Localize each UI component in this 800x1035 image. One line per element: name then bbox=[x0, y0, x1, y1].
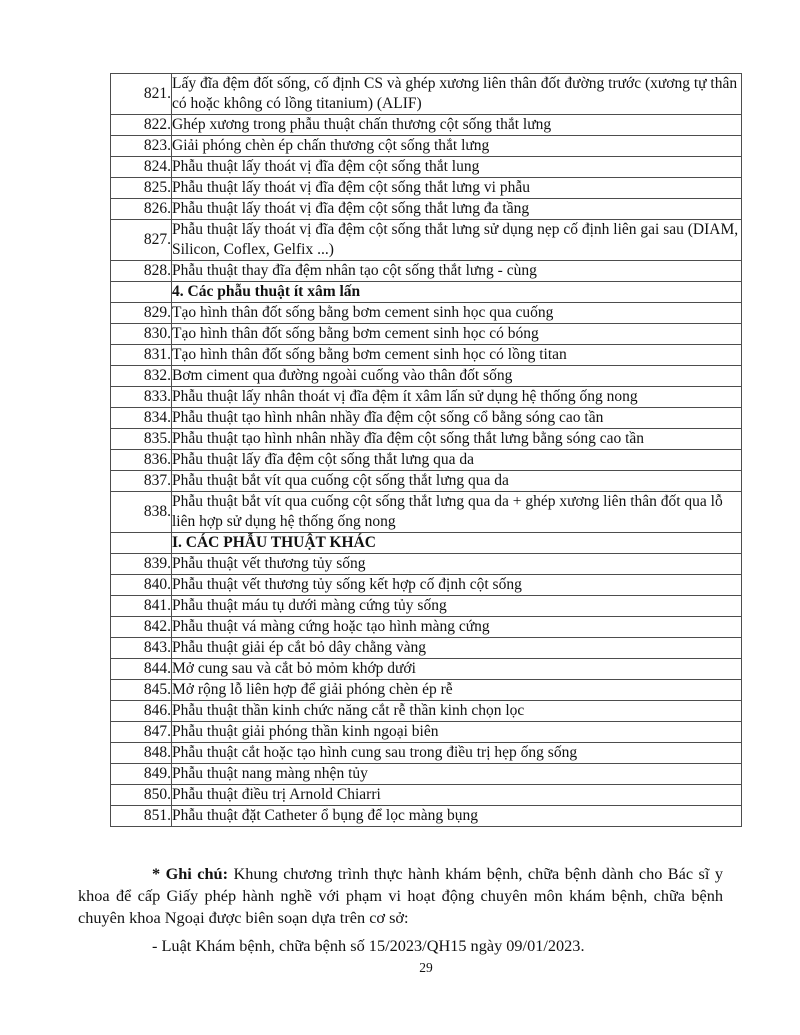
table-row bbox=[111, 303, 742, 324]
row-number-cell: 824. bbox=[111, 157, 172, 178]
table-row bbox=[111, 408, 742, 429]
row-number-cell: 840. bbox=[111, 575, 172, 596]
table-row bbox=[111, 575, 742, 596]
table-row bbox=[111, 554, 742, 575]
procedure-name-cell: Phẫu thuật máu tụ dưới màng cứng tủy sống bbox=[172, 596, 742, 617]
row-number-cell bbox=[111, 282, 172, 303]
procedure-name-cell: Phẫu thuật vá màng cứng hoặc tạo hình màng cứng bbox=[172, 617, 742, 638]
row-number-cell bbox=[111, 533, 172, 554]
procedure-name-cell: Phẫu thuật lấy thoát vị đĩa đệm cột sống thắt lưng vi phẫu bbox=[172, 178, 742, 199]
page-number: 29 bbox=[419, 960, 433, 975]
note-label: * Ghi chú: bbox=[152, 864, 229, 883]
procedure-name-cell: Phẫu thuật thần kinh chức năng cắt rễ thần kinh chọn lọc bbox=[172, 701, 742, 722]
document-page bbox=[78, 0, 739, 977]
procedure-name-cell: Ghép xương trong phẫu thuật chấn thương cột sống thắt lưng bbox=[172, 115, 742, 136]
procedure-name-cell: Phẫu thuật lấy đĩa đệm cột sống thắt lưng qua da bbox=[172, 450, 742, 471]
note-paragraph bbox=[78, 863, 723, 929]
table-row bbox=[111, 199, 742, 220]
procedure-name-cell: Phẫu thuật bắt vít qua cuống cột sống thắt lưng qua da bbox=[172, 471, 742, 492]
table-row bbox=[111, 450, 742, 471]
row-number-cell: 850. bbox=[111, 785, 172, 806]
table-row bbox=[111, 617, 742, 638]
row-number-cell: 836. bbox=[111, 450, 172, 471]
section-header-row bbox=[111, 533, 742, 554]
section-header-cell: 4. Các phẫu thuật ít xâm lấn bbox=[172, 282, 742, 303]
row-number-cell: 828. bbox=[111, 261, 172, 282]
row-number-cell: 830. bbox=[111, 324, 172, 345]
table-row bbox=[111, 429, 742, 450]
table-row bbox=[111, 157, 742, 178]
row-number-cell: 846. bbox=[111, 701, 172, 722]
procedure-name-cell: Phẫu thuật thay đĩa đệm nhân tạo cột sống thắt lưng - cùng bbox=[172, 261, 742, 282]
procedure-name-cell: Tạo hình thân đốt sống bằng bơm cement sinh học có bóng bbox=[172, 324, 742, 345]
procedure-name-cell: Bơm ciment qua đường ngoài cuống vào thân đốt sống bbox=[172, 366, 742, 387]
procedure-name-cell: Phẫu thuật tạo hình nhân nhầy đĩa đệm cột sống cổ bằng sóng cao tần bbox=[172, 408, 742, 429]
procedure-name-cell: Tạo hình thân đốt sống bằng bơm cement sinh học qua cuống bbox=[172, 303, 742, 324]
row-number-cell: 841. bbox=[111, 596, 172, 617]
row-number-cell: 833. bbox=[111, 387, 172, 408]
section-header-row bbox=[111, 282, 742, 303]
procedure-name-cell: Phẫu thuật giải ép cắt bỏ dây chằng vàng bbox=[172, 638, 742, 659]
table-row bbox=[111, 680, 742, 701]
table-row bbox=[111, 764, 742, 785]
table-row bbox=[111, 785, 742, 806]
row-number-cell: 849. bbox=[111, 764, 172, 785]
procedure-name-cell: Lấy đĩa đệm đốt sống, cố định CS và ghép xương liên thân đốt đường trước (xương tự thân có hoặc không có lồng titanium) (ALIF) bbox=[172, 74, 742, 115]
table-row bbox=[111, 722, 742, 743]
row-number-cell: 837. bbox=[111, 471, 172, 492]
table-row bbox=[111, 261, 742, 282]
row-number-cell: 832. bbox=[111, 366, 172, 387]
row-number-cell: 831. bbox=[111, 345, 172, 366]
row-number-cell: 843. bbox=[111, 638, 172, 659]
table-row bbox=[111, 806, 742, 827]
row-number-cell: 829. bbox=[111, 303, 172, 324]
row-number-cell: 842. bbox=[111, 617, 172, 638]
table-row bbox=[111, 220, 742, 261]
procedure-name-cell: Phẫu thuật vết thương tủy sống kết hợp cố định cột sống bbox=[172, 575, 742, 596]
procedure-name-cell: Phẫu thuật lấy thoát vị đĩa đệm cột sống thắt lung bbox=[172, 157, 742, 178]
row-number-cell: 844. bbox=[111, 659, 172, 680]
row-number-cell: 826. bbox=[111, 199, 172, 220]
table-row bbox=[111, 701, 742, 722]
procedure-name-cell: Phẫu thuật đặt Catheter ổ bụng để lọc màng bụng bbox=[172, 806, 742, 827]
table-row bbox=[111, 638, 742, 659]
row-number-cell: 839. bbox=[111, 554, 172, 575]
note-text: Khung chương trình thực hành khám bệnh, chữa bệnh dành cho Bác sĩ y khoa để cấp Giấy phép hành nghề với phạm vi hoạt động chuyên môn khám bệnh, chữa bệnh chuyên khoa Ngoại được biên soạn dựa trên cơ sở: bbox=[78, 864, 723, 927]
table-row bbox=[111, 345, 742, 366]
table-row bbox=[111, 115, 742, 136]
procedure-name-cell: Phẫu thuật lấy thoát vị đĩa đệm cột sống thắt lưng đa tầng bbox=[172, 199, 742, 220]
section-header-cell: I. CÁC PHẪU THUẬT KHÁC bbox=[172, 533, 742, 554]
table-row bbox=[111, 596, 742, 617]
procedure-name-cell: Phẫu thuật bắt vít qua cuống cột sống thắt lưng qua da + ghép xương liên thân đốt qua lỗ liên hợp sử dụng hệ thống ống nong bbox=[172, 492, 742, 533]
procedure-name-cell: Mở rộng lỗ liên hợp để giải phóng chèn ép rễ bbox=[172, 680, 742, 701]
table-row bbox=[111, 324, 742, 345]
procedure-name-cell: Phẫu thuật lấy nhân thoát vị đĩa đệm ít xâm lấn sử dụng hệ thống ống nong bbox=[172, 387, 742, 408]
procedure-name-cell: Phẫu thuật lấy thoát vị đĩa đệm cột sống thắt lưng sử dụng nẹp cố định liên gai sau (DIAM, Silicon, Coflex, Gelfix ...) bbox=[172, 220, 742, 261]
row-number-cell: 838. bbox=[111, 492, 172, 533]
procedures-table-body bbox=[111, 74, 742, 827]
procedure-name-cell: Phẫu thuật vết thương tủy sống bbox=[172, 554, 742, 575]
procedure-name-cell: Phẫu thuật giải phóng thần kinh ngoại biên bbox=[172, 722, 742, 743]
row-number-cell: 834. bbox=[111, 408, 172, 429]
note-bullet-law: - Luật Khám bệnh, chữa bệnh số 15/2023/QH15 ngày 09/01/2023. bbox=[152, 936, 585, 955]
procedure-name-cell: Mở cung sau và cắt bỏ mỏm khớp dưới bbox=[172, 659, 742, 680]
procedure-name-cell: Phẫu thuật tạo hình nhân nhầy đĩa đệm cột sống thắt lưng bằng sóng cao tần bbox=[172, 429, 742, 450]
row-number-cell: 835. bbox=[111, 429, 172, 450]
row-number-cell: 825. bbox=[111, 178, 172, 199]
row-number-cell: 845. bbox=[111, 680, 172, 701]
procedures-table bbox=[110, 73, 742, 827]
table-row bbox=[111, 366, 742, 387]
table-row bbox=[111, 387, 742, 408]
procedure-name-cell: Tạo hình thân đốt sống bằng bơm cement sinh học có lồng titan bbox=[172, 345, 742, 366]
row-number-cell: 823. bbox=[111, 136, 172, 157]
procedure-name-cell: Giải phóng chèn ép chấn thương cột sống thắt lưng bbox=[172, 136, 742, 157]
table-row bbox=[111, 659, 742, 680]
procedure-name-cell: Phẫu thuật nang màng nhện tủy bbox=[172, 764, 742, 785]
row-number-cell: 821. bbox=[111, 74, 172, 115]
row-number-cell: 847. bbox=[111, 722, 172, 743]
row-number-cell: 827. bbox=[111, 220, 172, 261]
table-row bbox=[111, 136, 742, 157]
table-row bbox=[111, 492, 742, 533]
table-row bbox=[111, 74, 742, 115]
table-row bbox=[111, 471, 742, 492]
row-number-cell: 848. bbox=[111, 743, 172, 764]
procedure-name-cell: Phẫu thuật điều trị Arnold Chiarri bbox=[172, 785, 742, 806]
table-row bbox=[111, 743, 742, 764]
row-number-cell: 851. bbox=[111, 806, 172, 827]
procedure-name-cell: Phẫu thuật cắt hoặc tạo hình cung sau trong điều trị hẹp ống sống bbox=[172, 743, 742, 764]
row-number-cell: 822. bbox=[111, 115, 172, 136]
table-row bbox=[111, 178, 742, 199]
